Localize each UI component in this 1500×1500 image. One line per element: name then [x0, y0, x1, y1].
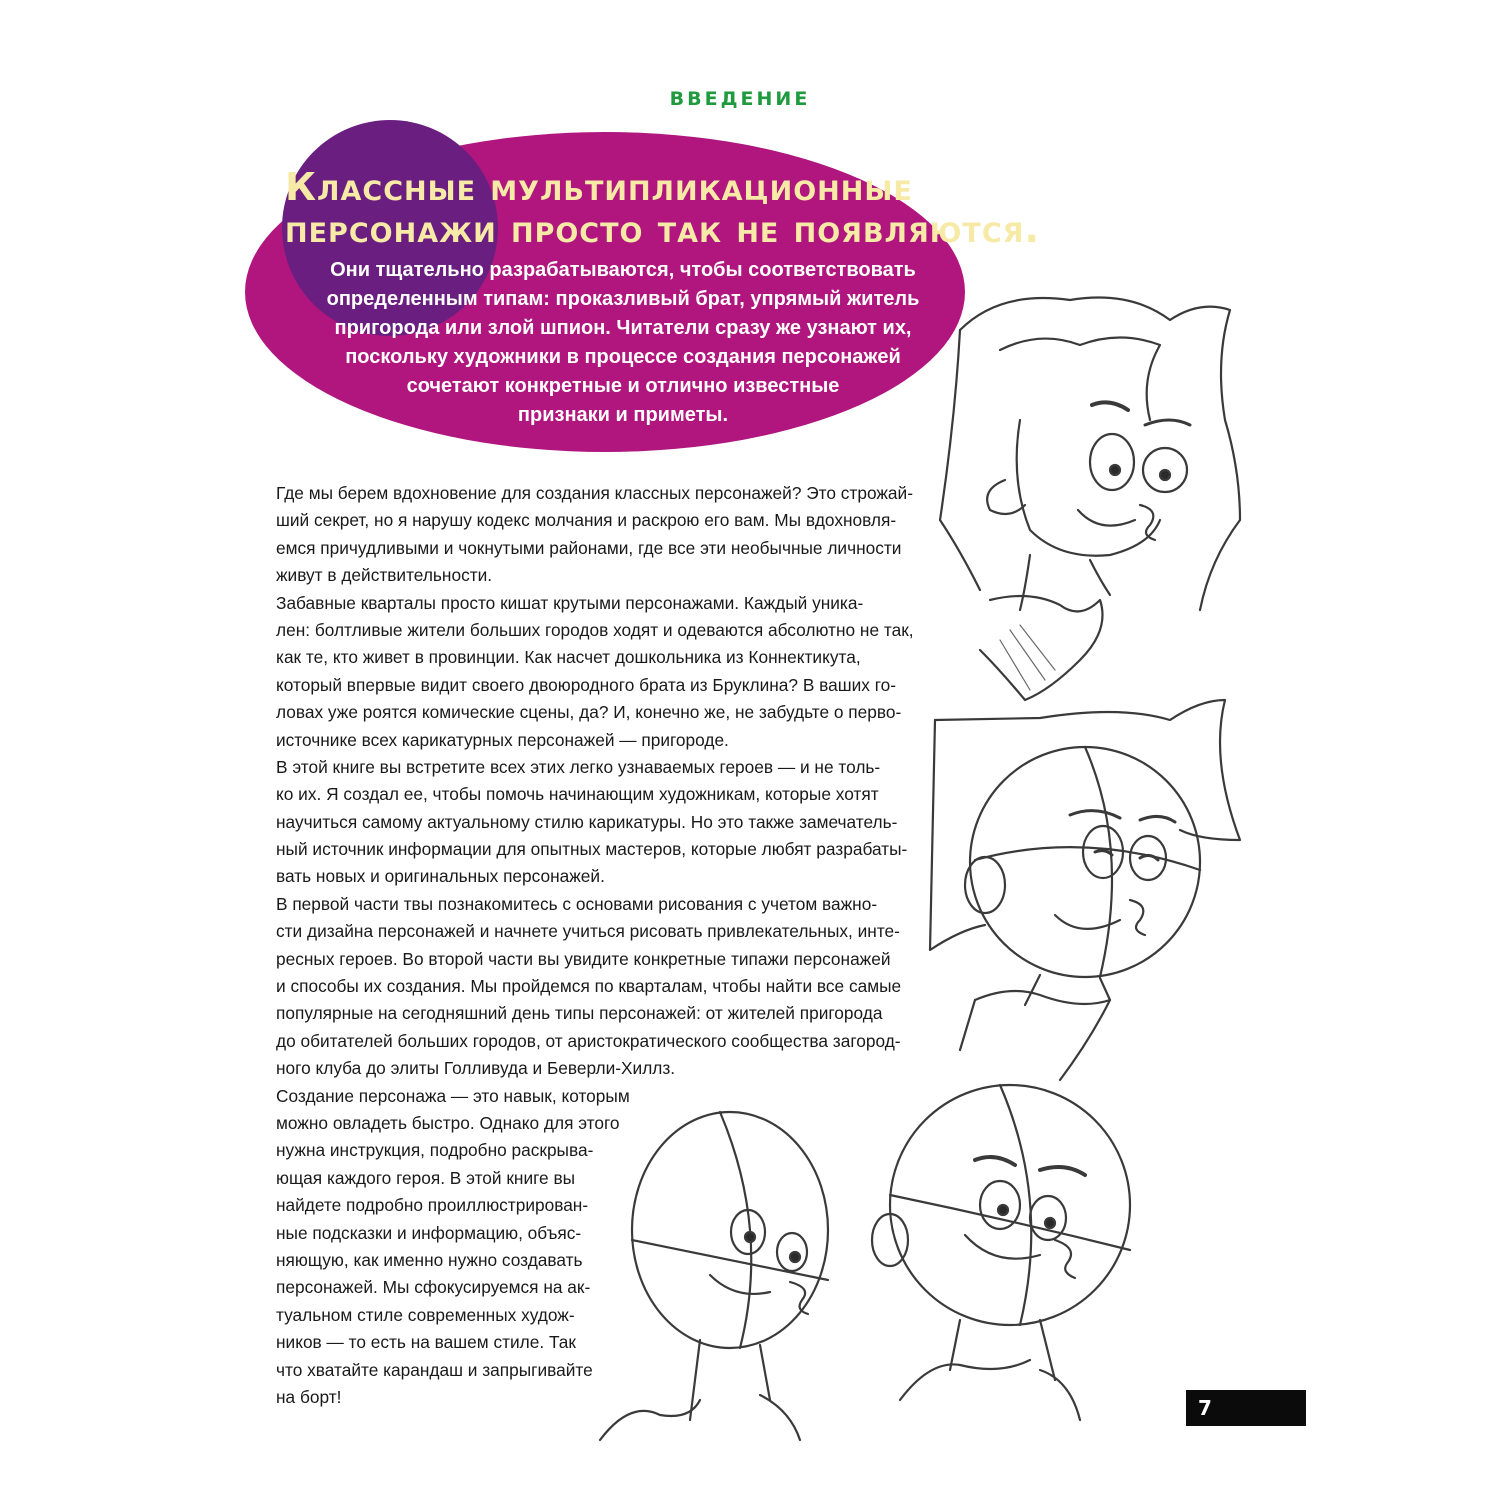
body-line: В первой части твы познакомитесь с основами рисования с учетом важно-: [276, 893, 878, 914]
body-line: лен: болтливые жители больших городов ходят и одеваются абсолютно не так,: [276, 619, 914, 640]
body-line: ловах уже роятся комические сцены, да? И, конечно же, не забудьте о перво-: [276, 702, 902, 723]
lead-line: определенным типам: проказливый брат, упрямый житель: [326, 288, 920, 310]
body-line: ющая каждого героя. В этой книге вы: [276, 1167, 576, 1188]
finished-character-sketch: [940, 298, 1240, 701]
body-line: источнике всех карикатурных персонажей — пригороде.: [276, 729, 729, 750]
body-line: до обитателей больших городов, от аристократического сообщества загород-: [276, 1030, 901, 1051]
body-line: научиться самому актуальному стилю карикатуры. Но это также замечатель-: [276, 811, 898, 832]
body-line: и способы их создания. Мы пройдемся по кварталам, чтобы найти все самые: [276, 976, 902, 997]
body-line: ного клуба до элиты Голливуда и Беверли-Хиллз.: [276, 1058, 676, 1079]
body-line: ников — то есть на вашем стиле. Так: [276, 1332, 576, 1353]
construction-character-sketch: [930, 700, 1240, 1080]
body-line: персонажей. Мы сфокусируемся на ак-: [276, 1277, 591, 1298]
body-line: ший секрет, но я нарушу кодекс молчания и раскрою его вам. Мы вдохновля-: [276, 510, 897, 531]
headline-line-2: персонажи просто так не появляются.: [285, 207, 1040, 251]
body-line: сти дизайна персонажей и начнете учиться рисовать привлекательных, инте-: [276, 921, 900, 942]
page-number: 7: [1186, 1390, 1306, 1426]
body-line: живут в действительности.: [276, 565, 493, 586]
body-line: что хватайте карандаш и запрыгивайте: [276, 1359, 593, 1380]
body-line: ко их. Я создал ее, чтобы помочь начинающим художникам, которые хотят: [276, 784, 879, 805]
lead-line: пригорода или злой шпион. Читатели сразу же узнают их,: [334, 317, 912, 339]
body-line: можно овладеть быстро. Однако для этого: [276, 1112, 620, 1133]
body-line: няющую, как именно нужно создавать: [276, 1249, 583, 1270]
body-line: ресных героев. Во второй части вы увидите конкретные типажи персонажей: [276, 948, 891, 969]
body-line: вать новых и оригинальных персонажей.: [276, 866, 605, 887]
body-line: популярные на сегодняшний день типы персонажей: от жителей пригорода: [276, 1003, 883, 1024]
body-line: емся причудливыми и чокнутыми районами, где все эти необычные личности: [276, 537, 902, 558]
body-line: Где мы берем вдохновение для создания классных персонажей? Это строжай-: [276, 483, 913, 503]
body-line: найдете подробно проиллюстрирован-: [276, 1195, 589, 1216]
lead-line: Они тщательно разрабатываются, чтобы соответствовать: [330, 259, 916, 281]
lead-line: сочетают конкретные и отлично известные: [406, 375, 840, 397]
body-line: В этой книге вы встретите всех этих легко узнаваемых героев — и не толь-: [276, 756, 881, 777]
body-line: ные подсказки и информацию, объяс-: [276, 1222, 582, 1243]
body-line: Забавные кварталы просто кишат крутыми персонажами. Каждый уника-: [276, 592, 864, 613]
body-line: который впервые видит своего двоюродного брата из Бруклина? В ваших го-: [276, 674, 896, 695]
headline-line-1: Классные мультипликационные: [285, 165, 913, 209]
body-line: нужна инструкция, подробно раскрыва-: [276, 1140, 594, 1161]
lead-line: поскольку художники в процессе создания персонажей: [345, 346, 901, 368]
body-line: Создание персонажа — это навык, которым: [276, 1085, 630, 1106]
body-line: на борт!: [276, 1386, 342, 1407]
section-label: ВВЕДЕНИЕ: [669, 88, 811, 110]
body-line: ный источник информации для опытных мастеров, которые любят разрабаты-: [276, 839, 908, 860]
body-line: туальном стиле современных худож-: [276, 1304, 575, 1325]
basic-head-sketch-left: [600, 1112, 828, 1440]
lead-line: признаки и приметы.: [517, 404, 729, 426]
basic-head-sketch-right: [872, 1085, 1130, 1420]
body-line: как те, кто живет в провинции. Как насчет дошкольника из Коннектикута,: [276, 647, 861, 668]
